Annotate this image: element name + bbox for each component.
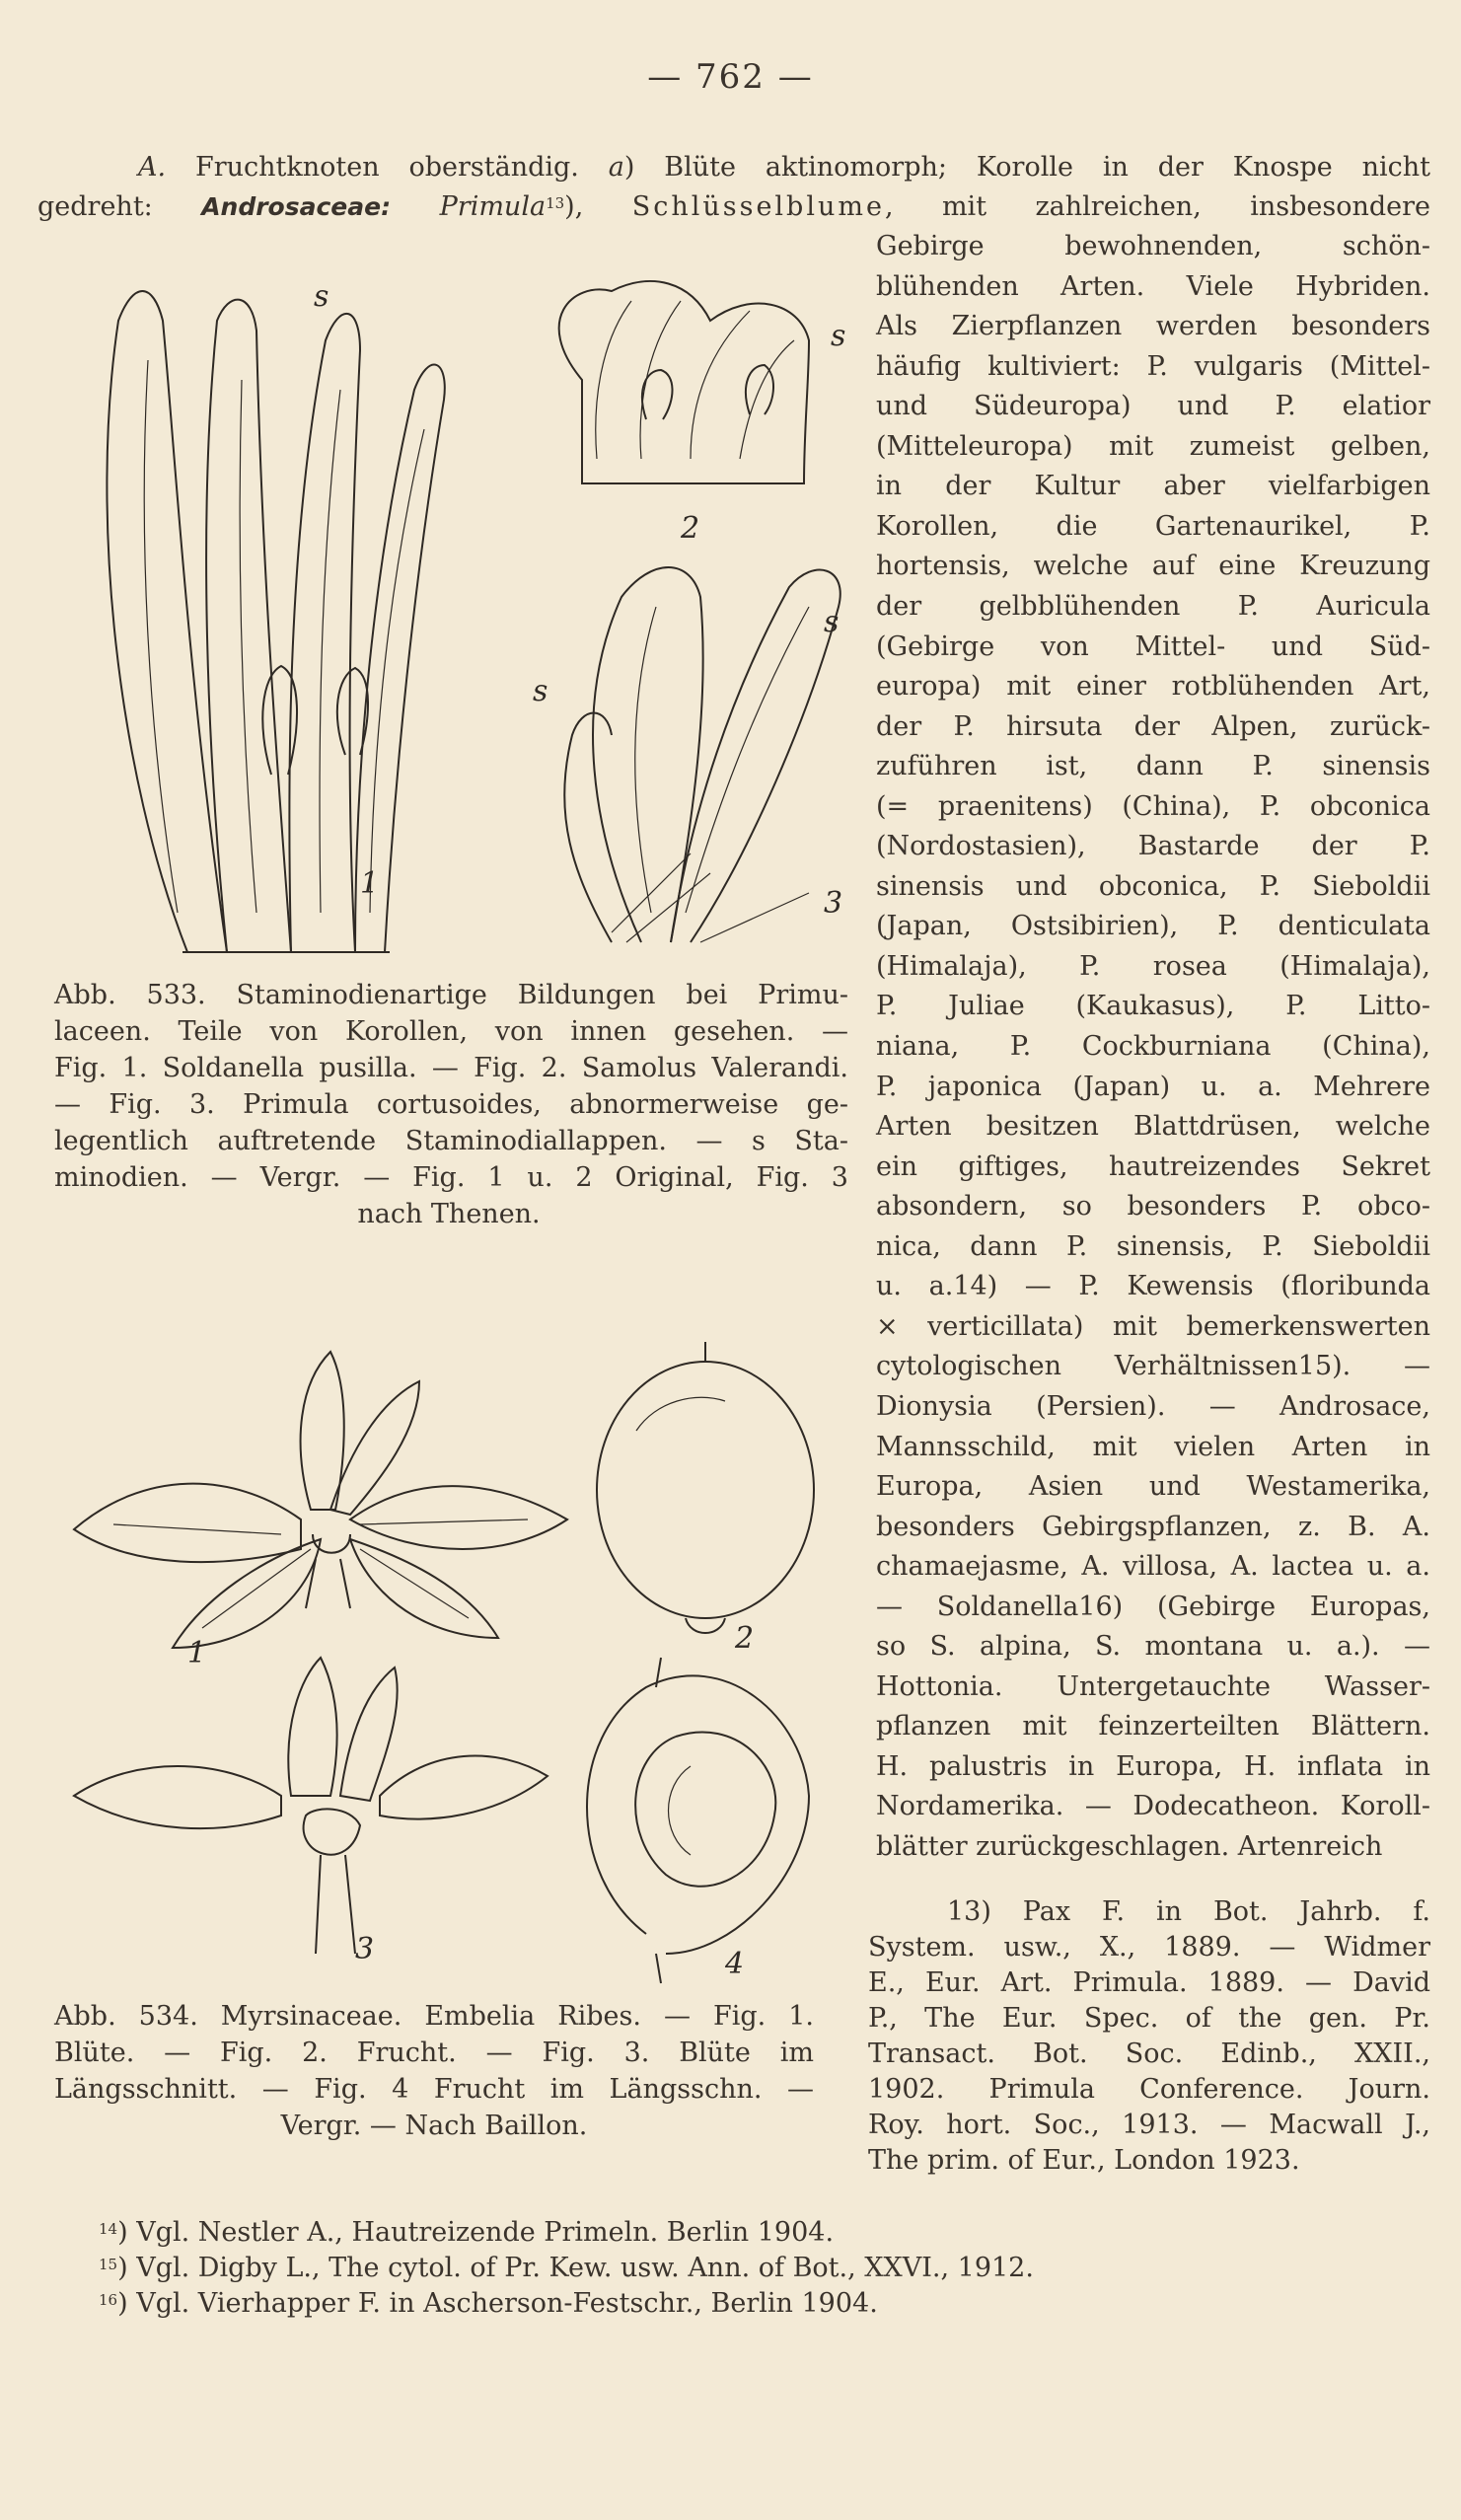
right-column-line: Korollen, die Gartenaurikel, P.	[876, 510, 1430, 542]
figure-533-caption-line: laceen. Teile von Korollen, von innen gesehen. —	[54, 1016, 848, 1047]
footnote-15	[99, 2251, 1034, 2286]
right-column-line: der P. hirsuta der Alpen, zurück-	[876, 710, 1430, 742]
right-column-line: zuführen ist, dann P. sinensis	[876, 751, 1430, 782]
right-column-line: hortensis, welche auf eine Kreuzung	[876, 551, 1430, 582]
fig534-label-3: 3	[355, 1932, 375, 1966]
fig533-label-s: s	[314, 279, 329, 314]
footnote-13-line: System. usw., X., 1889. — Widmer	[868, 1932, 1430, 1963]
figure-533-caption-line: Fig. 1. Soldanella pusilla. — Fig. 2. Samolus Valerandi.	[54, 1053, 848, 1083]
footnote-13-line: Transact. Bot. Soc. Edinb., XXII.,	[868, 2038, 1430, 2069]
fig534-1-flower	[74, 1352, 567, 1670]
fig533-label-s: s	[824, 605, 840, 639]
figure-534-caption-line: Vergr. — Nach Baillon.	[280, 2111, 588, 2141]
right-column-line: und Südeuropa) und P. elatior	[876, 391, 1430, 422]
footnote-number: 14	[99, 2220, 118, 2238]
figure-533-illustration	[59, 261, 868, 972]
footnote-text: ) Vgl. Nestler A., Hautreizende Primeln. Berlin 1904.	[117, 2217, 835, 2248]
footnote-ref-13: 13	[546, 194, 565, 212]
figure-533-caption-line: legentlich auftretende Staminodiallappen. — s Sta-	[54, 1126, 848, 1156]
right-column-line: (Himalaja), P. rosea (Himalaja),	[876, 950, 1430, 982]
intro-marker-sub-a: a	[608, 152, 624, 183]
right-column-line: Dionysia (Persien). — Androsace,	[876, 1390, 1430, 1422]
footnote-text: ) Vgl. Digby L., The cytol. of Pr. Kew. usw. Ann. of Bot., XXVI., 1912.	[117, 2253, 1034, 2283]
figure-533-caption-line: Abb. 533. Staminodienartige Bildungen bei Primu-	[54, 980, 848, 1010]
figure-534-caption-line: Längsschnitt. — Fig. 4 Frucht im Längsschn. —	[54, 2074, 814, 2105]
fig534-3-flower-section	[74, 1658, 548, 1966]
fig533-label-s: s	[831, 319, 846, 353]
right-column-line: Nordamerika. — Dodecatheon. Koroll-	[876, 1791, 1430, 1822]
right-column-line: (Japan, Ostsibirien), P. denticulata	[876, 911, 1430, 942]
footnote-13-line: The prim. of Eur., London 1923.	[868, 2145, 1300, 2176]
fig534-label-4: 4	[725, 1947, 745, 1981]
fig533-2-corolla-parts	[559, 281, 846, 546]
fig533-label-3: 3	[824, 886, 843, 921]
intro-text: ) Blüte aktinomorph; Korolle in der Knospe nicht	[623, 152, 1430, 183]
right-column-line: P. japonica (Japan) u. a. Mehrere	[876, 1071, 1430, 1102]
footnote-number: 16	[99, 2291, 118, 2309]
right-column-line: cytologischen Verhältnissen15). —	[876, 1351, 1430, 1382]
right-column-line: blätter zurückgeschlagen. Artenreich	[876, 1831, 1383, 1862]
right-column-line: (Gebirge von Mittel- und Süd-	[876, 630, 1430, 662]
right-column-line: Arten besitzen Blattdrüsen, welche	[876, 1111, 1430, 1143]
footnote-13-line: E., Eur. Art. Primula. 1889. — David	[868, 1967, 1430, 1998]
figure-533-caption-line: nach Thenen.	[357, 1199, 541, 1229]
fig534-2-fruit	[597, 1342, 814, 1656]
figure-533-caption-line: minodien. — Vergr. — Fig. 1 u. 2 Original, Fig. 3	[54, 1162, 848, 1193]
right-column-line: sinensis und obconica, P. Sieboldii	[876, 870, 1430, 902]
right-column-line: niana, P. Cockburniana (China),	[876, 1031, 1430, 1062]
right-column-line: (= praenitens) (China), P. obconica	[876, 790, 1430, 822]
footnote-text: ) Vgl. Vierhapper F. in Ascherson-Festschr., Berlin 1904.	[117, 2288, 878, 2319]
page-number: — 762 —	[647, 57, 814, 97]
fig533-label-1: 1	[360, 866, 380, 901]
intro-text: ),	[564, 191, 632, 222]
right-column-line: absondern, so besonders P. obco-	[876, 1191, 1430, 1223]
figure-533-caption-line: — Fig. 3. Primula cortusoides, abnormerweise ge-	[54, 1089, 848, 1120]
genus-name: Primula	[439, 191, 547, 222]
fig534-label-1: 1	[187, 1636, 207, 1670]
right-column-line: ein giftiges, hautreizendes Sekret	[876, 1150, 1430, 1182]
intro-text: Fruchtknoten oberständig.	[166, 152, 609, 183]
fig533-label-s: s	[533, 674, 548, 708]
right-column-line: nica, dann P. sinensis, P. Sieboldii	[876, 1230, 1430, 1262]
figure-534-illustration	[54, 1322, 834, 1993]
right-column-line: Mannsschild, mit vielen Arten in	[876, 1431, 1430, 1462]
figure-534-caption-line: Abb. 534. Myrsinaceae. Embelia Ribes. — Fig. 1.	[54, 2001, 814, 2032]
right-column-line: — Soldanella16) (Gebirge Europas,	[876, 1591, 1430, 1622]
right-column-line: pflanzen mit feinzerteilten Blättern.	[876, 1711, 1430, 1742]
right-column-line: so S. alpina, S. montana u. a.). —	[876, 1631, 1430, 1663]
right-column-line: Als Zierpflanzen werden besonders	[876, 311, 1430, 342]
footnote-number: 15	[99, 2256, 118, 2273]
intro-text: gedreht:	[37, 191, 202, 222]
right-column-line: P. Juliae (Kaukasus), P. Litto-	[876, 991, 1430, 1022]
intro-line-2	[37, 187, 1430, 227]
common-name: Schlüsselblume	[631, 191, 885, 222]
intro-marker-a: A.	[138, 152, 167, 183]
right-column-line: in der Kultur aber vielfarbigen	[876, 471, 1430, 502]
footnote-13-line: P., The Eur. Spec. of the gen. Pr.	[868, 2003, 1430, 2034]
right-column-line: (Nordostasien), Bastarde der P.	[876, 831, 1430, 862]
fig534-4-fruit-section	[587, 1658, 809, 1983]
intro-line-1	[138, 148, 1430, 187]
right-column-line: häufig kultiviert: P. vulgaris (Mittel-	[876, 350, 1430, 382]
fig533-label-2: 2	[681, 511, 700, 546]
right-column-line: besonders Gebirgspflanzen, z. B. A.	[876, 1511, 1430, 1542]
footnote-13-line: 1902. Primula Conference. Journ.	[868, 2074, 1430, 2105]
fig533-3-staminodial-lobes	[533, 567, 842, 942]
right-column-line: Hottonia. Untergetauchte Wasser-	[876, 1670, 1430, 1702]
footnote-16	[99, 2286, 878, 2322]
right-column-line: blühenden Arten. Viele Hybriden.	[876, 270, 1430, 302]
right-column-line: der gelbblühenden P. Auricula	[876, 590, 1430, 622]
right-column-line: H. palustris in Europa, H. inflata in	[876, 1750, 1430, 1782]
right-column-line: chamaejasme, A. villosa, A. lactea u. a.	[876, 1551, 1430, 1583]
figure-534-caption-line: Blüte. — Fig. 2. Frucht. — Fig. 3. Blüte im	[54, 2038, 814, 2068]
tribe-name: Androsaceae:	[201, 192, 440, 221]
fig534-label-2: 2	[735, 1621, 755, 1656]
right-column-line: (Mitteleuropa) mit zumeist gelben,	[876, 430, 1430, 462]
footnote-13-line: 13) Pax F. in Bot. Jahrb. f.	[947, 1896, 1430, 1927]
footnote-14	[99, 2215, 834, 2251]
right-column-line: Europa, Asien und Westamerika,	[876, 1471, 1430, 1503]
fig533-1-corolla-parts	[107, 279, 444, 952]
right-column-line: europa) mit einer rotblühenden Art,	[876, 671, 1430, 703]
right-column-line: Gebirge bewohnenden, schön-	[876, 231, 1430, 261]
right-column-line: u. a.14) — P. Kewensis (floribunda	[876, 1271, 1430, 1302]
right-column-line: × verticillata) mit bemerkenswerten	[876, 1310, 1430, 1342]
footnote-13-line: Roy. hort. Soc., 1913. — Macwall J.,	[868, 2110, 1430, 2140]
intro-text: , mit zahlreichen, insbesondere	[884, 191, 1430, 222]
